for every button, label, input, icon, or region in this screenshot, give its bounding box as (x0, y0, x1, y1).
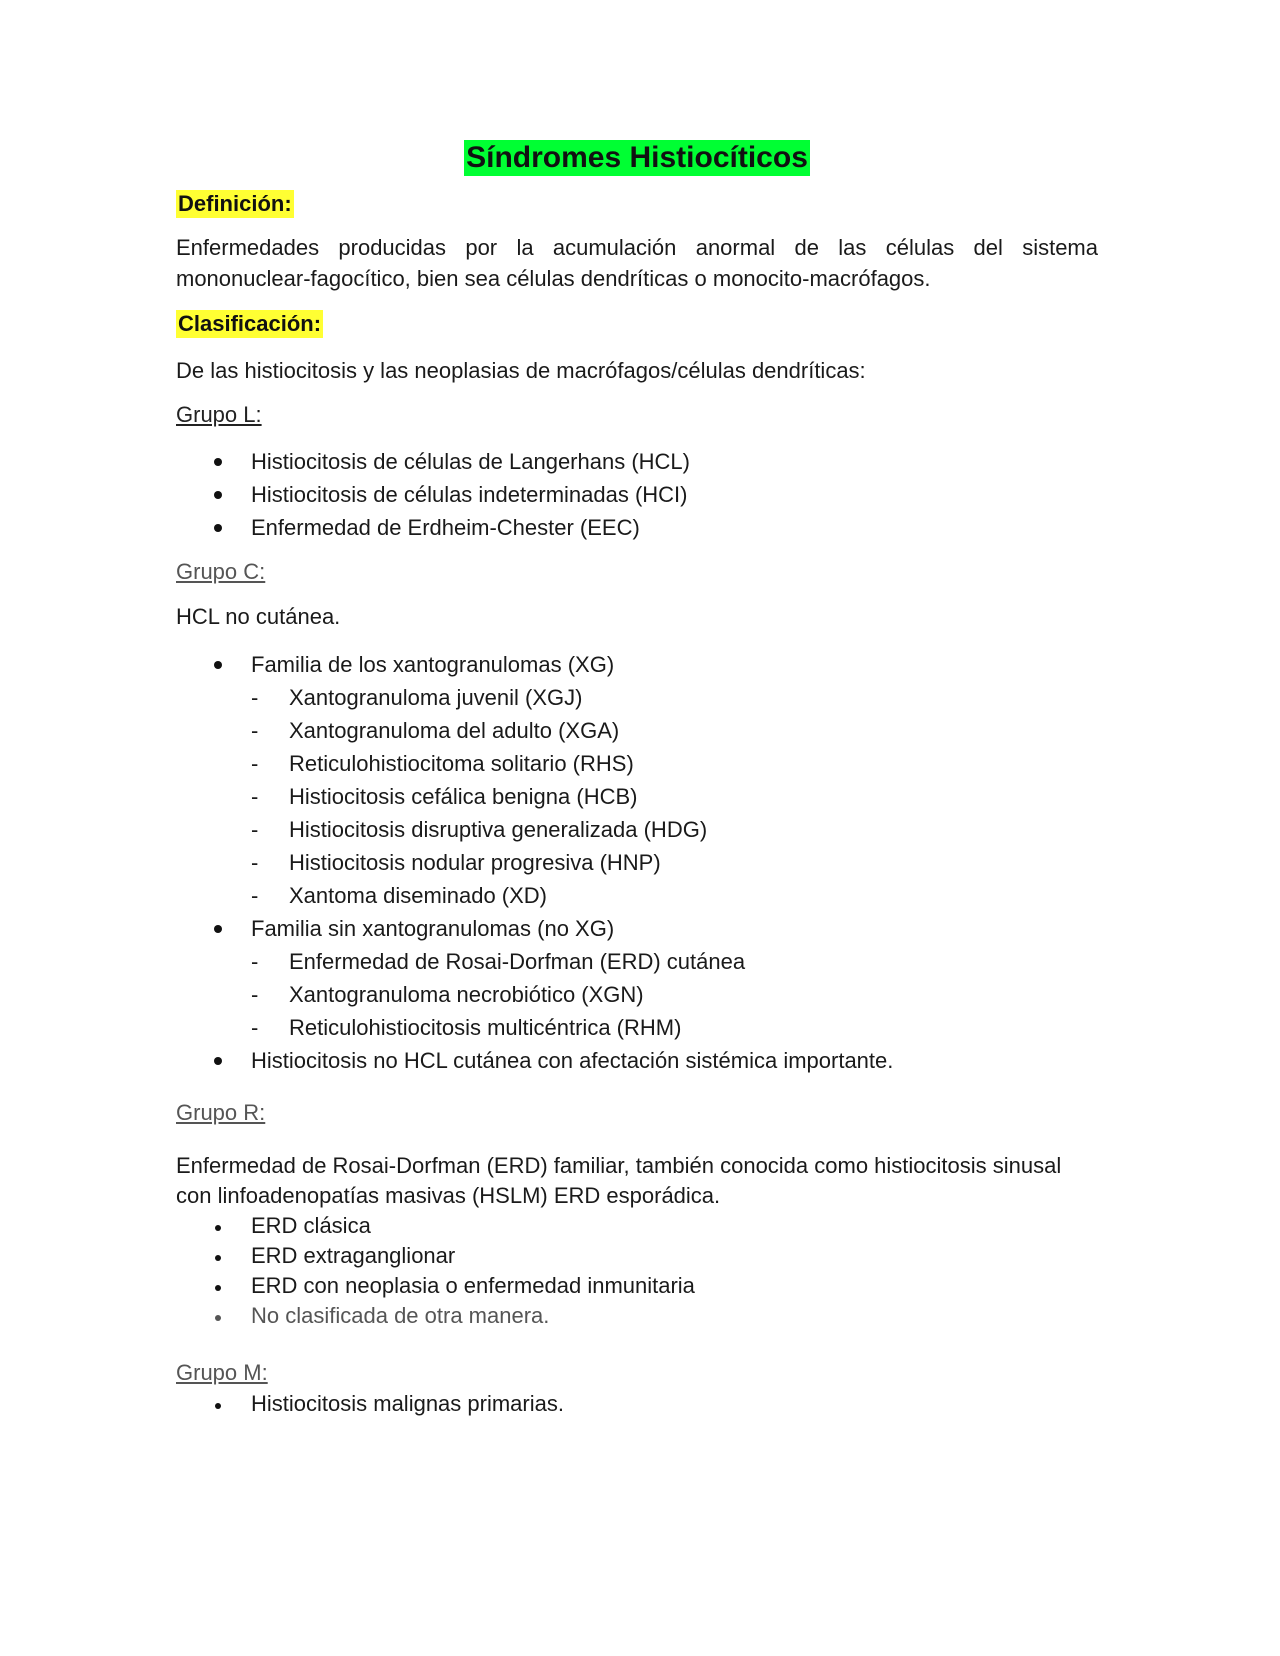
sublist-item: - Reticulohistiocitosis multicéntrica (RHM) (251, 1015, 682, 1040)
sublist (251, 945, 1098, 1044)
group-l-list (176, 445, 1098, 544)
group-r-intro: Enfermedad de Rosai-Dorfman (ERD) familiar, también conocida como histiocitosis sinusal con linfoadenopatías masivas (HSLM) ERD esporádica. (176, 1153, 1062, 1208)
definition-text: Enfermedades producidas por la acumulación anormal de las células del sistema mononuclear-fagocítico, bien sea células dendríticas o monocito-macrófagos. (176, 235, 1098, 291)
definition-section (176, 190, 1098, 218)
definition-label: Definición: (178, 191, 292, 216)
sublist-item: - Histiocitosis cefálica benigna (HCB) (251, 784, 638, 809)
group-c-intro: HCL no cutánea. (176, 604, 341, 629)
document-page (176, 140, 1098, 1419)
group-c-list (176, 648, 1098, 1077)
group-c-label: Grupo C: (176, 559, 266, 584)
group-m-label: Grupo M: (176, 1360, 268, 1385)
sublist-item: - Xantoma diseminado (XD) (251, 883, 548, 908)
bullet-icon (215, 1225, 221, 1231)
bullet-icon (214, 524, 222, 532)
title-wrap (176, 140, 1098, 176)
list-item: Histiocitosis de células indeterminadas (HCI) (176, 478, 1098, 511)
list-item: Enfermedad de Erdheim-Chester (EEC) (176, 511, 1098, 544)
sublist-item: - Histiocitosis nodular progresiva (HNP) (251, 850, 661, 875)
list-item: Histiocitosis no HCL cutánea con afectación sistémica importante. (176, 1044, 1098, 1077)
classification-intro: De las histiocitosis y las neoplasias de macrófagos/células dendríticas: (176, 358, 866, 383)
list-item: No clasificada de otra manera. (176, 1301, 1098, 1331)
sublist (251, 681, 1098, 912)
group-m-list (176, 1389, 1098, 1419)
sublist-item: - Histiocitosis disruptiva generalizada (HDG) (251, 817, 708, 842)
sublist-item: - Xantogranuloma necrobiótico (XGN) (251, 982, 644, 1007)
bullet-icon (215, 1403, 221, 1409)
bullet-icon (214, 925, 222, 933)
bullet-icon (215, 1285, 221, 1291)
list-item: ERD extraganglionar (176, 1241, 1098, 1271)
bullet-icon (214, 458, 222, 466)
bullet-icon (214, 1057, 222, 1065)
sublist-item: - Enfermedad de Rosai-Dorfman (ERD) cutánea (251, 949, 746, 974)
list-item: ERD con neoplasia o enfermedad inmunitaria (176, 1271, 1098, 1301)
bullet-icon (214, 661, 222, 669)
sublist-item: - Xantogranuloma juvenil (XGJ) (251, 685, 583, 710)
list-item: Familia de los xantogranulomas (XG) - Xantogranuloma juvenil (XGJ) - Xantogranuloma del adulto (XGA) - Reticulohistiocitoma solitario (RHS) - Histiocitosis cefálica benigna (HCB) - Histiocitosis disruptiva generalizada (HDG) - Histiocitosis nodular progresiva (HNP) - Xantoma diseminado (XD) (176, 648, 1098, 912)
document-title: Síndromes Histiocíticos (466, 141, 808, 174)
list-item: Histiocitosis de células de Langerhans (HCL) (176, 445, 1098, 478)
bullet-icon (215, 1315, 221, 1321)
sublist-item: - Xantogranuloma del adulto (XGA) (251, 718, 620, 743)
bullet-icon (214, 491, 222, 499)
group-r-list (176, 1211, 1098, 1331)
classification-section (176, 310, 1098, 338)
list-item: Familia sin xantogranulomas (no XG) - Enfermedad de Rosai-Dorfman (ERD) cutánea - Xantogranuloma necrobiótico (XGN) - Reticulohistiocitosis multicéntrica (RHM) (176, 912, 1098, 1044)
list-item: Histiocitosis malignas primarias. (176, 1389, 1098, 1419)
sublist-item: - Reticulohistiocitoma solitario (RHS) (251, 751, 634, 776)
bullet-icon (215, 1255, 221, 1261)
group-r-label: Grupo R: (176, 1100, 266, 1125)
list-item: ERD clásica (176, 1211, 1098, 1241)
group-l-label: Grupo L: (176, 402, 262, 427)
classification-label: Clasificación: (178, 311, 322, 336)
